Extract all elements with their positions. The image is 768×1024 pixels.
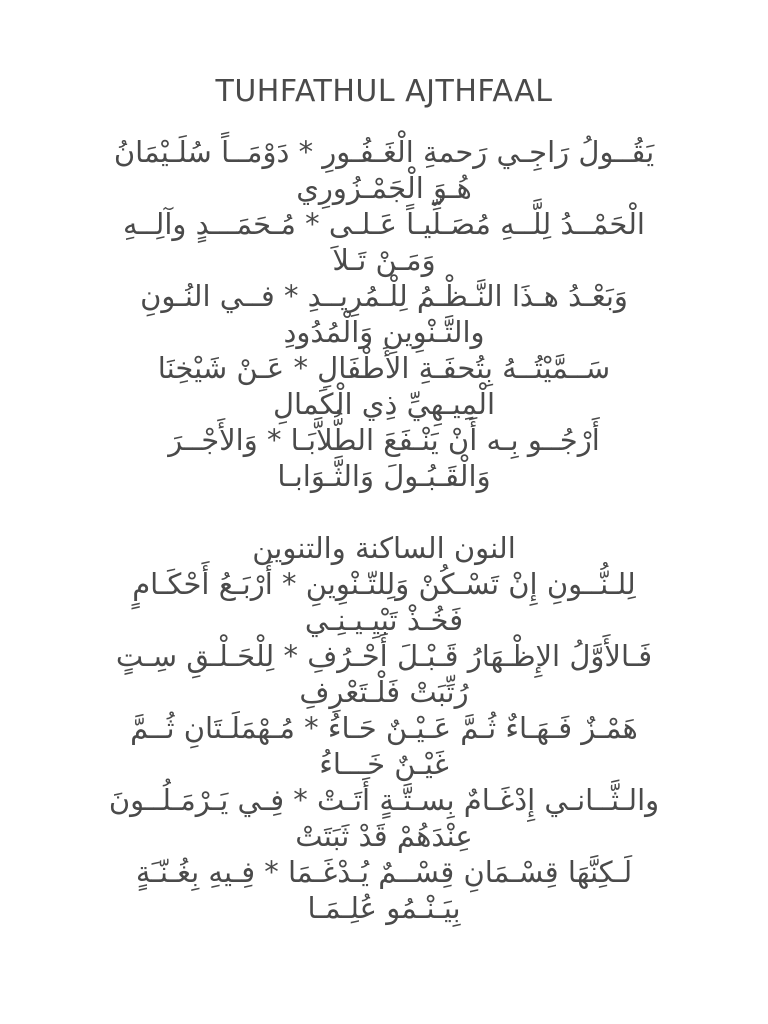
verse [64,710,704,782]
verse-line: فَـالأَوَّلُ الإِظْـهَارُ قَـبْـلَ أَحْـرُفِ * لِلْحَـلْـقِ سِـتٍ [115,639,653,673]
verse-line: الْحَمْــدُ لِلَّــهِ مُصَـلِّيـاً عَـلـى * مُـحَمَـــدٍ وآلِــهِ [123,207,645,241]
verse-line: رُتِّبَتْ فَلْـتَعْرِفِ [299,675,469,709]
verse-line: بِيَـنْـمُو عُلِـمَـا [307,891,461,925]
verse [64,422,704,494]
verse [64,206,704,278]
verse-line: هَمْـزٌ فَـهَـاءٌ ثُـمَّ عَـيْـنٌ حَـاءُ * مُـهْمَلَـتَانِ ثُــمَّ [130,711,638,745]
verse-line: وَبَعْـدُ هـذَا النَّـظْـمُ لِلْـمُرِيــدِ * فــي النُـونِ [140,279,628,313]
verse-line: لَـكِنَّهَا قِسْـمَانِ قِسْــمٌ يُـدْغَـمَا * فِـيهِ بِغُـنّـَةٍ [135,855,633,889]
verse [64,134,704,206]
section-verses [64,566,704,926]
verse-line: وَمَـنْ تَـلاَ [332,243,436,277]
verse [64,854,704,926]
intro-verses [64,134,704,494]
verse-line: هُـوَ الْجَمْـزُورِي [296,171,472,205]
document-title: TUHFATHUL AJTHFAAL [215,74,553,109]
verse-line: يَقُــولُ رَاجِـي رَحمةِ الْغَـفُـورِ * دَوْمَــاً سُلَـيْمَانُ [113,135,655,169]
verse-line: غَيْـنٌ خَـــاءُ [319,747,449,781]
verse [64,638,704,710]
verse-line: أَرْجُــو بِـه أَنْ يَنْـفَعَ الطُّلاَّبَـا * وَالأَجْــرَ [168,423,600,457]
verse-line: والتَّـنْوِينِ وَالْمُدُودِ [283,315,485,349]
section-heading: النون الساكنة والتنوين [252,531,516,565]
verse-line: سَــمَّيْتُــهُ بِتُحفَـةِ الأَطْفَالِ * عَـنْ شَيْخِنَا [157,351,611,385]
verse-line: والـثَّــانـي إِدْغَـامٌ بِسـتَّـةٍ أَتَـتْ * فِـي يَـرْمَـلُــونَ [108,783,660,817]
verse [64,278,704,350]
verse-line: وَالْقَـبُـولَ وَالثَّـوَابـا [277,459,491,493]
verse [64,350,704,422]
verse [64,566,704,638]
verse-line: الْمِيـهِيِّ ذِي الْكَمالِ [272,387,496,421]
verse-line: عِنْدَهُمْ قَدْ ثَبَتَتْ [295,819,473,853]
verse-line: لِلـنُّــونِ إِنْ تَسْـكُنْ وَلِلتّـنْوِينِ * أَرْبَـعُ أَحْكَـامٍ [132,567,636,601]
verse-line: فَخُـذْ تَبْيِـيـنِـي [304,603,464,637]
verse [64,782,704,854]
